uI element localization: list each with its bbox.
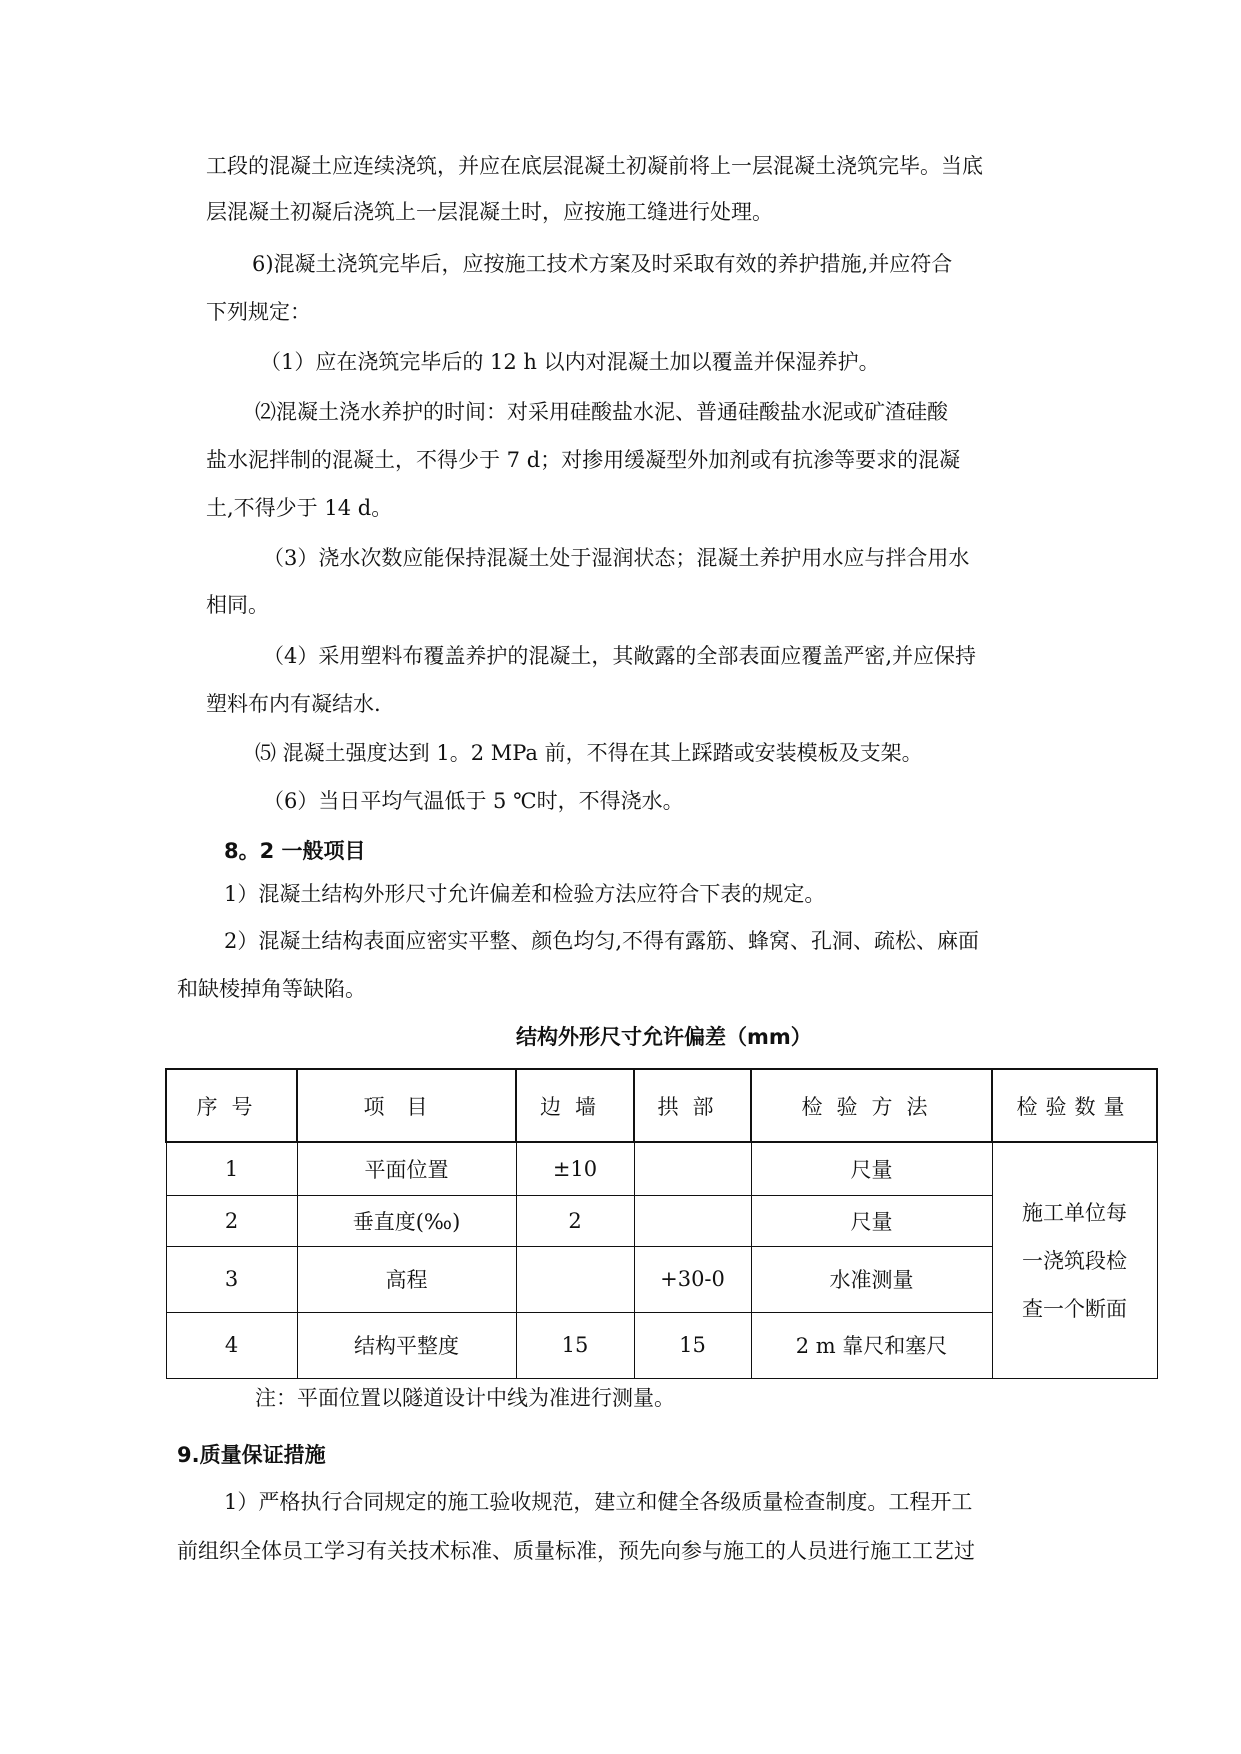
table-cell: ±10 <box>516 1142 634 1195</box>
paragraph-line: 工段的混凝土应连续浇筑，并应在底层混凝土初凝前将上一层混凝土浇筑完毕。当底 <box>206 154 983 178</box>
table-cell: 垂直度(‰) <box>297 1196 516 1247</box>
paragraph-line: ⑵混凝土浇水养护的时间：对采用硅酸盐水泥、普通硅酸盐水泥或矿渣硅酸 <box>255 400 948 424</box>
table-cell: 高程 <box>297 1247 516 1312</box>
header-cell: 拱部 <box>634 1069 751 1142</box>
table-row <box>166 1142 1157 1195</box>
table-cell: 2 <box>166 1196 297 1247</box>
table-cell: 平面位置 <box>297 1142 516 1195</box>
paragraph-line: 下列规定： <box>206 300 311 324</box>
section-heading: 8。2 一般项目 <box>224 839 366 863</box>
section-heading: 9.质量保证措施 <box>177 1443 326 1467</box>
paragraph-line: 土,不得少于 14 d。 <box>206 496 393 520</box>
tolerance-table <box>165 1068 1158 1379</box>
table-header-row <box>166 1069 1157 1142</box>
table-cell: 3 <box>166 1247 297 1312</box>
paragraph-line: 和缺棱掉角等缺陷。 <box>177 977 366 1001</box>
header-cell: 边墙 <box>516 1069 634 1142</box>
paragraph-line: 相同。 <box>206 593 269 617</box>
paragraph-line: 1）混凝土结构外形尺寸允许偏差和检验方法应符合下表的规定。 <box>224 882 826 906</box>
quantity-line: 查一个断面 <box>1022 1296 1127 1321</box>
table-cell: 2 m 靠尺和塞尺 <box>751 1312 992 1378</box>
quantity-line: 一浇筑段检 <box>1022 1248 1127 1273</box>
table-note: 注：平面位置以隧道设计中线为准进行测量。 <box>255 1386 675 1410</box>
table-cell <box>516 1247 634 1312</box>
paragraph-line: 盐水泥拌制的混凝土，不得少于 7 d；对掺用缓凝型外加剂或有抗渗等要求的混凝 <box>206 448 961 472</box>
header-cell: 检验方法 <box>751 1069 992 1142</box>
paragraph-line: 层混凝土初凝后浇筑上一层混凝土时，应按施工缝进行处理。 <box>206 200 773 224</box>
paragraph-line: 2）混凝土结构表面应密实平整、颜色均匀,不得有露筋、蜂窝、孔洞、疏松、麻面 <box>224 929 980 953</box>
table-cell: 15 <box>516 1312 634 1378</box>
header-cell: 序号 <box>166 1069 297 1142</box>
paragraph-line: 6)混凝土浇筑完毕后，应按施工技术方案及时采取有效的养护措施,并应符合 <box>252 252 953 276</box>
table-cell: 2 <box>516 1196 634 1247</box>
paragraph-line: （3）浇水次数应能保持混凝土处于湿润状态；混凝土养护用水应与拌合用水 <box>263 546 970 570</box>
inspection-quantity-cell <box>992 1142 1157 1378</box>
table-caption: 结构外形尺寸允许偏差（mm） <box>516 1025 812 1049</box>
table-cell: 4 <box>166 1312 297 1378</box>
header-cell: 项目 <box>297 1069 516 1142</box>
paragraph-line: 前组织全体员工学习有关技术标准、质量标准，预先向参与施工的人员进行施工工艺过 <box>177 1539 975 1563</box>
table-cell: 尺量 <box>751 1142 992 1195</box>
table-cell: +30-0 <box>634 1247 751 1312</box>
table-cell <box>634 1142 751 1195</box>
table-cell: 结构平整度 <box>297 1312 516 1378</box>
paragraph-line: ⑸ 混凝土强度达到 1。2 MPa 前，不得在其上踩踏或安装模板及支架。 <box>255 741 923 765</box>
table-cell: 水准测量 <box>751 1247 992 1312</box>
paragraph-line: （4）采用塑料布覆盖养护的混凝土，其敞露的全部表面应覆盖严密,并应保持 <box>263 644 977 668</box>
paragraph-line: 1）严格执行合同规定的施工验收规范，建立和健全各级质量检查制度。工程开工 <box>224 1490 973 1514</box>
table-cell: 1 <box>166 1142 297 1195</box>
quantity-line: 施工单位每 <box>1022 1200 1127 1225</box>
header-cell: 检验数量 <box>992 1069 1157 1142</box>
paragraph-line: （6）当日平均气温低于 5 ℃时，不得浇水。 <box>263 789 684 813</box>
paragraph-line: 塑料布内有凝结水. <box>206 692 381 716</box>
paragraph-line: （1）应在浇筑完毕后的 12 h 以内对混凝土加以覆盖并保湿养护。 <box>260 350 880 374</box>
table-cell: 尺量 <box>751 1196 992 1247</box>
table-cell <box>634 1196 751 1247</box>
table-cell: 15 <box>634 1312 751 1378</box>
